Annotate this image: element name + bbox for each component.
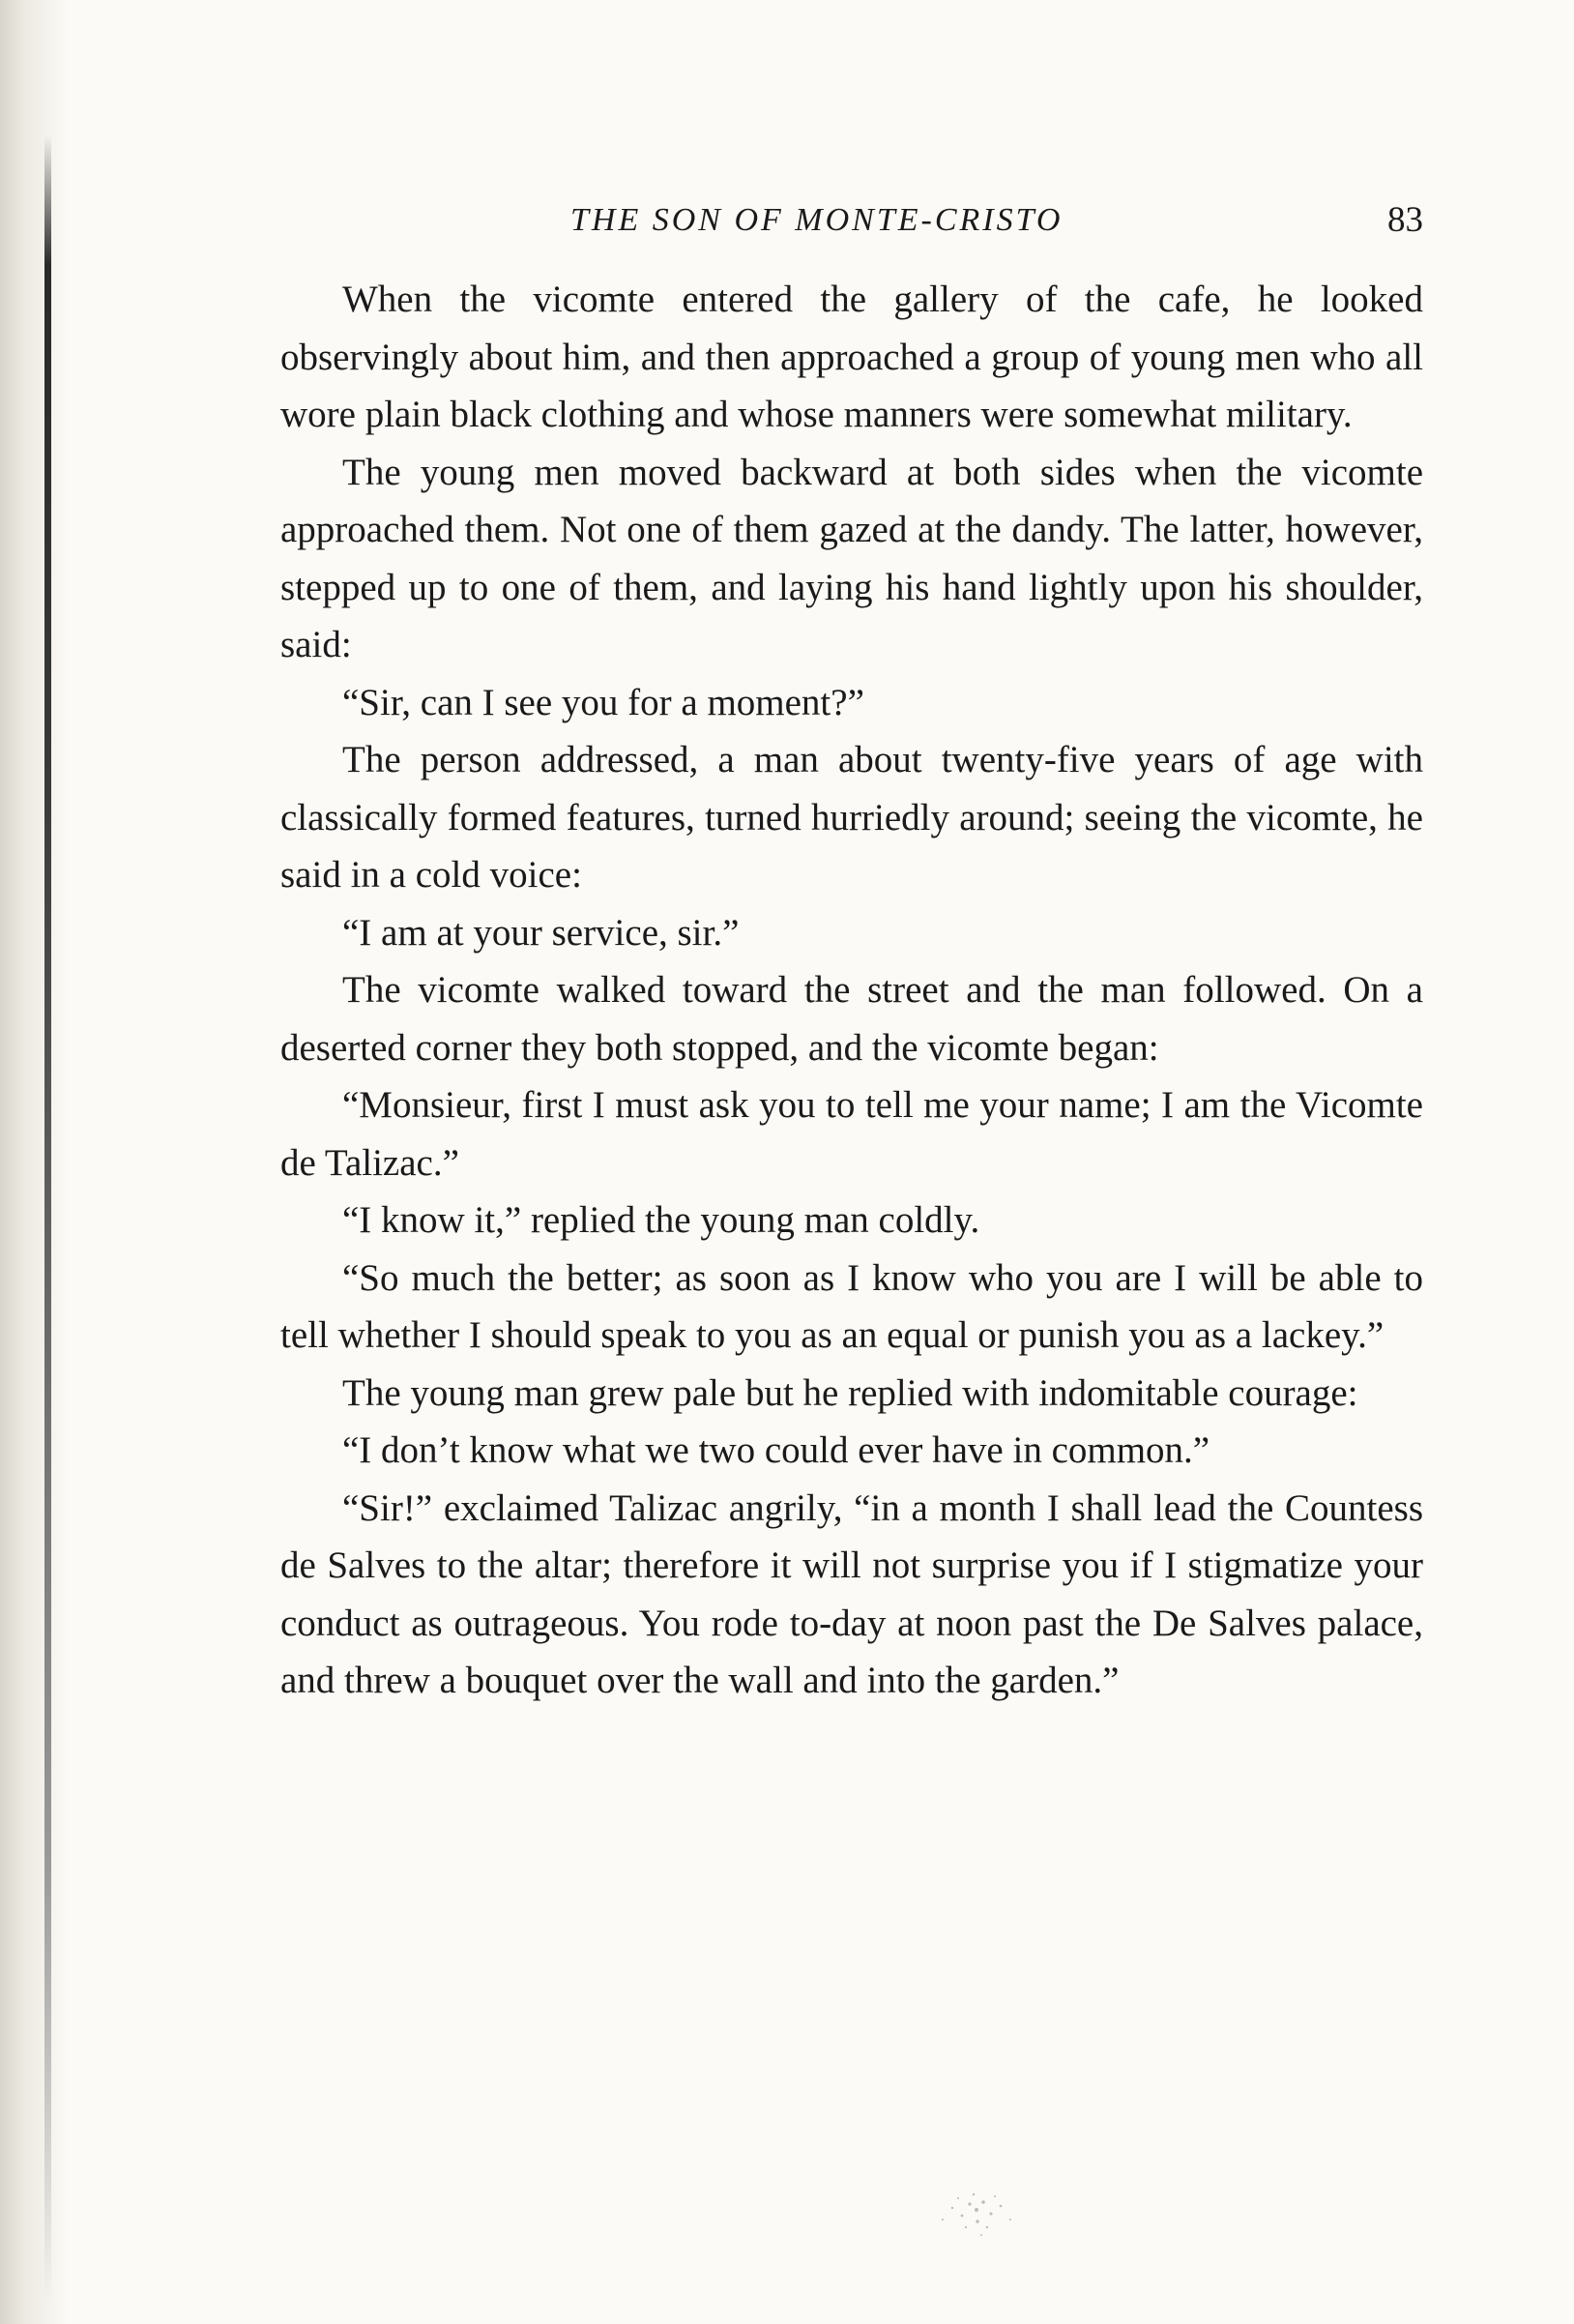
ink-smudge-ornament [885, 2171, 1068, 2249]
paragraph: “So much the better; as soon as I know who you are I will be able to tell whether I should speak to you as an equal or punish you as a lackey.” [280, 1256, 1423, 1356]
paragraph: The person addressed, a man about twenty-five years of age with classically formed features, turned hurriedly around; seeing the vicomte, he said in a cold voice: [280, 739, 1423, 896]
page-body [280, 271, 1423, 1710]
paragraph: “Sir, can I see you for a moment?” [342, 681, 864, 723]
paragraph: The young man grew pale but he replied with indomitable courage: [342, 1371, 1358, 1414]
page-number: 83 [1387, 200, 1423, 240]
paragraph: “I don’t know what we two could ever have in common.” [342, 1429, 1210, 1471]
paragraph: When the vicomte entered the gallery of the cafe, he looked observingly about him, and then approached a group of young men who all wore plain black clothing and whose manners were somewhat military. [280, 279, 1423, 435]
page-header [280, 191, 1423, 250]
paragraph: “Monsieur, first I must ask you to tell me your name; I am the Vicomte de Talizac.” [280, 1084, 1423, 1184]
binding-edge [44, 135, 51, 2302]
paragraph: “I know it,” replied the young man coldly. [342, 1199, 980, 1241]
paragraph: “Sir!” exclaimed Talizac angrily, “in a month I shall lead the Countess de Salves to the altar; therefore it will not surprise you if I stigmatize your conduct as outrageous. You rode to-day at noon past the De Salves palace, and threw a bouquet over the wall and into the garden.” [280, 1486, 1423, 1701]
running-title: THE SON OF MONTE-CRISTO [570, 202, 1064, 238]
paragraph: The young men moved backward at both sides when the vicomte approached them. Not one of them gazed at the dandy. The latter, however, stepped up to one of them, and laying his hand lightly upon his shoulder, said: [280, 451, 1423, 665]
paragraph: “I am at your service, sir.” [342, 911, 740, 954]
paragraph: The vicomte walked toward the street and the man followed. On a deserted corner they both stopped, and the vicomte began: [280, 969, 1423, 1069]
spine-shadow [0, 0, 68, 2324]
